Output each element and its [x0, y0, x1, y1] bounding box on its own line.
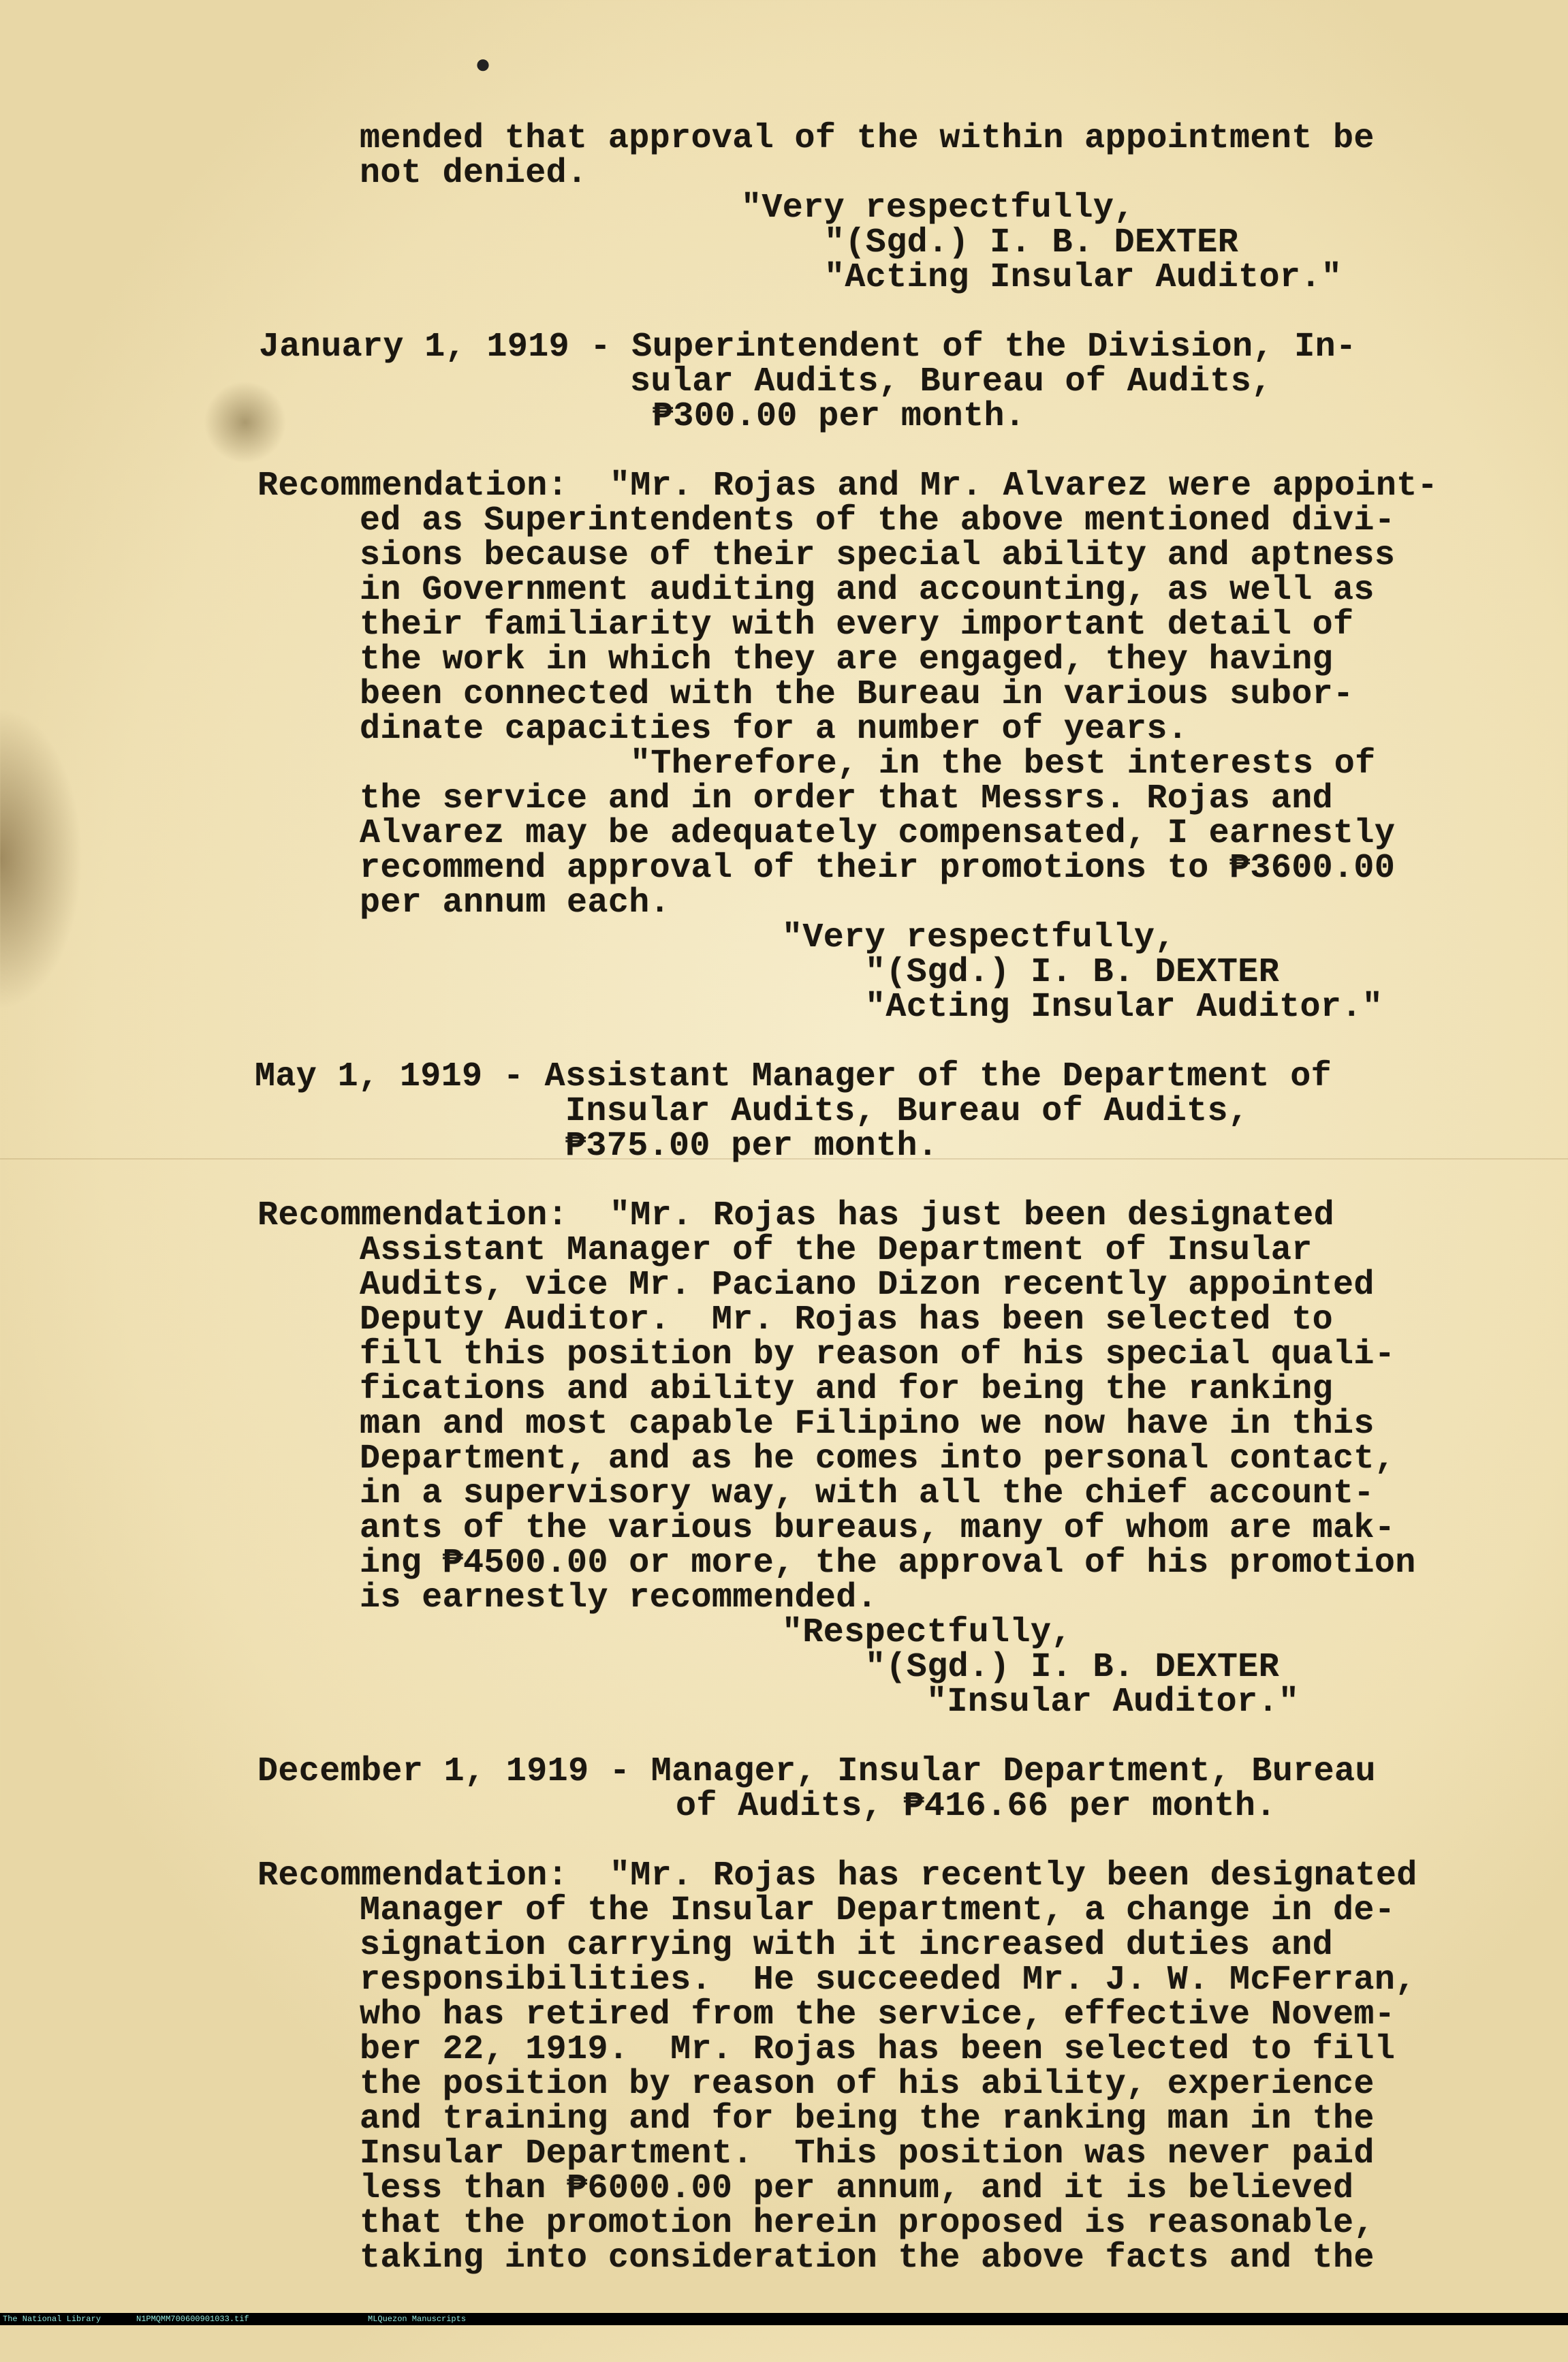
recommendation-line: Manager of the Insular Department, a change in de- [360, 1891, 1396, 1930]
signature-line: "Very respectfully, [782, 918, 1176, 957]
recommendation-line: the service and in order that Messrs. Rojas and [360, 779, 1334, 818]
signature-line: "(Sgd.) I. B. DEXTER [865, 953, 1280, 992]
recommendation-line: per annum each. [360, 884, 671, 922]
entry-heading: Insular Audits, Bureau of Audits, [565, 1092, 1249, 1131]
footer-collection: MLQuezon Manuscripts [368, 2314, 467, 2324]
recommendation-line: been connected with the Bureau in various subor- [360, 675, 1354, 714]
recommendation-line: recommend approval of their promotions to ₱3600.00 [360, 849, 1396, 888]
recommendation-line: in a supervisory way, with all the chief account- [360, 1474, 1375, 1513]
recommendation-line: Insular Department. This position was never paid [360, 2134, 1375, 2173]
recommendation-line: fill this position by reason of his special quali- [360, 1335, 1396, 1374]
entry-heading: of Audits, ₱416.66 per month. [676, 1787, 1276, 1826]
recommendation-line: Recommendation: "Mr. Rojas has recently been designated [257, 1856, 1417, 1895]
entry-heading: December 1, 1919 - Manager, Insular Department, Bureau [257, 1752, 1376, 1791]
text-line: not denied. [360, 154, 588, 193]
footer-filename: N1PMQMM700600901033.tif [136, 2314, 249, 2324]
recommendation-line: is earnestly recommended. [360, 1579, 878, 1617]
recommendation-line: ants of the various bureaus, many of whom are mak- [360, 1509, 1396, 1548]
ink-mark: ● [475, 51, 492, 82]
entry-heading: ₱375.00 per month. [565, 1127, 939, 1166]
recommendation-line: fications and ability and for being the ranking [360, 1370, 1334, 1409]
archive-footer [0, 2313, 1568, 2325]
recommendation-line: who has retired from the service, effective Novem- [360, 1995, 1396, 2034]
signature-line: "Very respectfully, [741, 189, 1135, 228]
signature-line: "(Sgd.) I. B. DEXTER [865, 1648, 1280, 1687]
recommendation-line: that the promotion herein proposed is reasonable, [360, 2204, 1375, 2243]
recommendation-line: Recommendation: "Mr. Rojas has just been designated [257, 1196, 1335, 1235]
text-line: mended that approval of the within appointment be [360, 119, 1375, 158]
entry-heading: ₱300.00 per month. [653, 397, 1026, 436]
entry-heading: sular Audits, Bureau of Audits, [630, 362, 1272, 401]
signature-line: "Acting Insular Auditor." [865, 988, 1383, 1027]
recommendation-line: in Government auditing and accounting, as well as [360, 571, 1375, 610]
entry-heading: May 1, 1919 - Assistant Manager of the Department of [255, 1057, 1332, 1096]
recommendation-line: Audits, vice Mr. Paciano Dizon recently appointed [360, 1266, 1375, 1305]
recommendation-line: ber 22, 1919. Mr. Rojas has been selected to fill [360, 2030, 1396, 2069]
signature-line: "(Sgd.) I. B. DEXTER [824, 223, 1239, 262]
recommendation-line: Alvarez may be adequately compensated, I earnestly [360, 814, 1396, 853]
recommendation-line: Deputy Auditor. Mr. Rojas has been selected to [360, 1301, 1334, 1339]
recommendation-line: responsibilities. He succeeded Mr. J. W. McFerran, [360, 1961, 1416, 2000]
footer-library: The National Library [3, 2314, 101, 2324]
signature-line: "Acting Insular Auditor." [824, 258, 1343, 297]
recommendation-line: Department, and as he comes into personal contact, [360, 1440, 1396, 1478]
recommendation-line: sions because of their special ability and aptness [360, 536, 1396, 575]
recommendation-line: ing ₱4500.00 or more, the approval of his promotion [360, 1544, 1416, 1583]
recommendation-line: Assistant Manager of the Department of Insular [360, 1231, 1313, 1270]
recommendation-line: the position by reason of his ability, experience [360, 2065, 1375, 2104]
recommendation-line: taking into consideration the above facts and the [360, 2239, 1375, 2278]
recommendation-line: and training and for being the ranking man in the [360, 2100, 1375, 2139]
signature-line: "Insular Auditor." [926, 1683, 1300, 1722]
recommendation-line: the work in which they are engaged, they having [360, 640, 1334, 679]
recommendation-line: less than ₱6000.00 per annum, and it is believed [360, 2169, 1354, 2208]
entry-heading: January 1, 1919 - Superintendent of the Division, In- [259, 328, 1357, 367]
recommendation-line: their familiarity with every important detail of [360, 606, 1354, 644]
recommendation-line: man and most capable Filipino we now have in this [360, 1405, 1375, 1444]
recommendation-line: signation carrying with it increased duties and [360, 1926, 1334, 1965]
recommendation-line: Recommendation: "Mr. Rojas and Mr. Alvarez were appoint- [257, 467, 1439, 506]
recommendation-line: "Therefore, in the best interests of [630, 745, 1376, 783]
signature-line: "Respectfully, [782, 1613, 1072, 1652]
recommendation-line: dinate capacities for a number of years. [360, 710, 1189, 749]
recommendation-line: ed as Superintendents of the above mentioned divi- [360, 501, 1396, 540]
